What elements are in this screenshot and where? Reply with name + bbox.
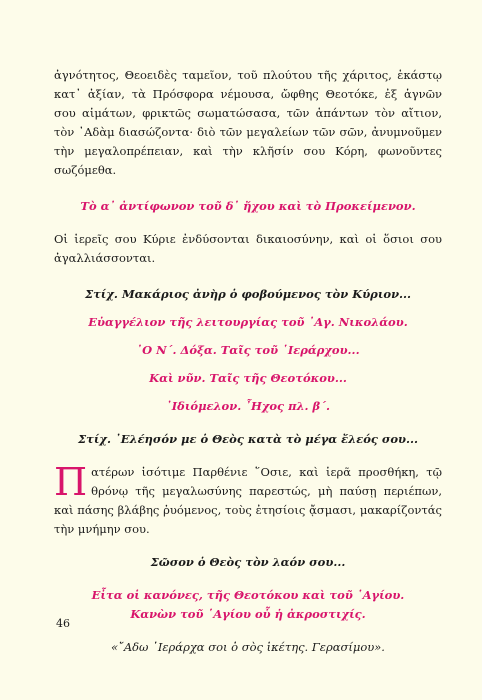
verse-makarios: Στίχ. Μακάριος ἀνὴρ ὁ φοβούμενος τὸν Κύριον... <box>84 287 412 301</box>
rubric-idiomelon: ᾽Ιδιόμελον. ῏Ηχος πλ. β΄. <box>166 399 330 413</box>
verse-soson: Σῶσον ὁ Θεὸς τὸν λαόν σου... <box>150 555 346 569</box>
prokeimenon-text: Οἱ ἱερεῖς σου Κύριε ἐνδύσονται δικαιοσύνην, καὶ οἱ ὅσιοι σου ἀγαλλιάσσονται. <box>54 232 442 265</box>
page-number: 46 <box>56 617 70 630</box>
rubric-doxa: ᾽Ο Ν΄. Δόξα. Ταῖς τοῦ ῾Ιεράρχου... <box>136 343 360 357</box>
verse-eleison: Στίχ. ᾽Ελέησόν με ὁ Θεὸς κατὰ τὸ μέγα ἔλεός σου... <box>77 432 419 446</box>
idiomelon-block <box>54 460 442 539</box>
rubric-kanones-line1: Εἶτα οἱ κανόνες, τῆς Θεοτόκου καὶ τοῦ ῾Αγίου. <box>91 588 405 602</box>
rubric-antiphon: Τὸ α᾽ ἀντίφωνον τοῦ δ᾽ ἤχου καὶ τὸ Προκείμενον. <box>80 199 416 213</box>
rubric-kanones-line2: Κανὼν τοῦ ῾Αγίου οὗ ἡ ἀκροστιχίς. <box>130 607 366 621</box>
idiomelon-text: ατέρων ἰσότιμε Παρθένιε ῞Οσιε, καὶ ἱερᾶ προσθήκη, τῷ θρόνῳ τῆς μεγαλωσύνης παρεστώς, μὴ παύσῃ περιέπων, καὶ πάσης βλάβης ῥυόμενος, τοὺς ἐτησίοις ᾄσμασι, μακαρίζοντάς τὴν μνήμην σου. <box>54 465 442 536</box>
rubric-kai-nyn: Καὶ νῦν. Ταῖς τῆς Θεοτόκου... <box>149 371 347 385</box>
rubric-gospel: Εὐαγγέλιον τῆς λειτουργίας τοῦ ᾽Αγ. Νικολάου. <box>88 315 408 329</box>
opening-paragraph: ἀγνότητος, Θεοειδὲς ταμεῖον, τοῦ πλούτου τῆς χάριτος, ἑκάστῳ κατ᾽ ἀξίαν, τὰ Πρόσφορα νέμουσα, ὤφθης Θεοτόκε, ἐξ ἁγνῶν σου αἱμάτων, φρικτῶς σωματώσασα, τῶν ἁπάντων τὸν αἴτιον, τὸν ᾽Αδὰμ διασώζοντα· διὸ τῶν μεγαλείων τῶν σῶν, ἀνυμνοῦμεν τὴν μεγαλοπρέπειαν, καὶ τὴν κλῆσίν σου Κόρη, φωνοῦντες σωζόμεθα. <box>54 68 442 177</box>
drop-cap-letter: Π <box>54 460 88 504</box>
acrostic-line: «῎Αδω ῾Ιεράρχα σοι ὁ σὸς ἱκέτης. Γερασίμου». <box>111 640 385 654</box>
